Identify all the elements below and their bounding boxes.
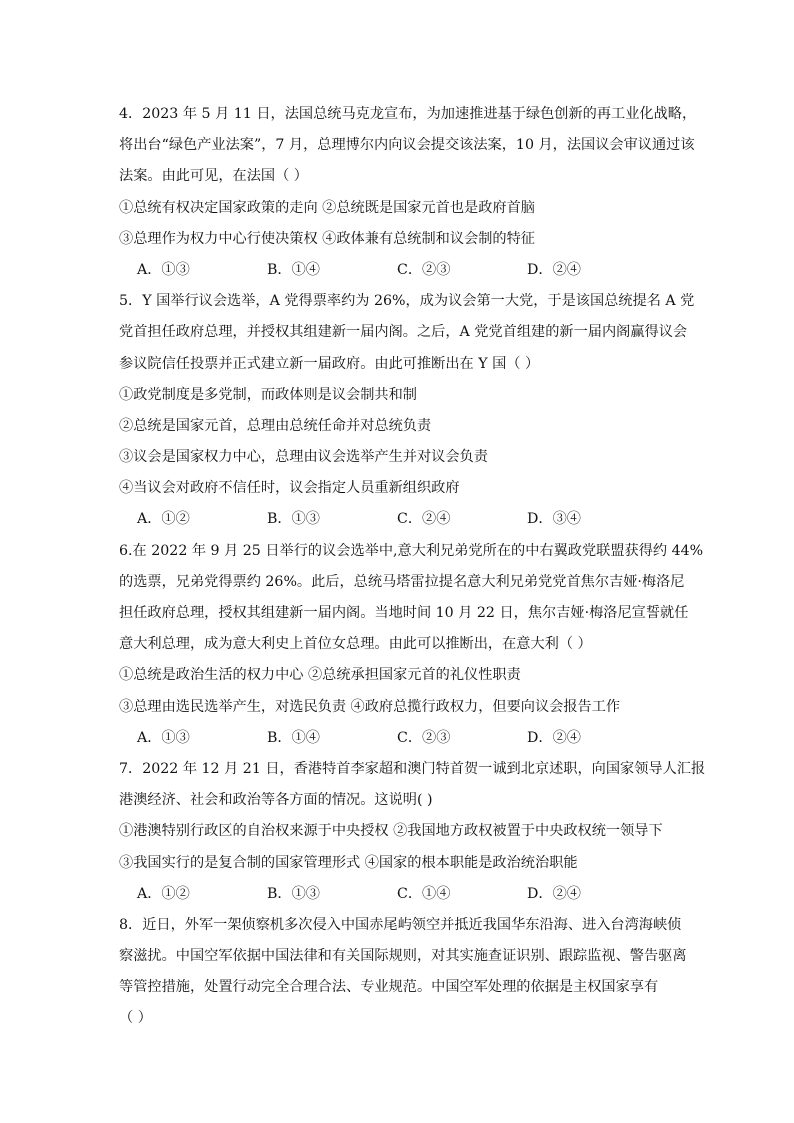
option-a: A．①② bbox=[137, 885, 190, 902]
option-c: C．②③ bbox=[397, 729, 451, 746]
question-6-line-2: 的选票，兄弟党得票约 26%。此后，总统马塔雷拉提名意大利兄弟党党首焦尔吉娅·梅洛尼 bbox=[119, 573, 685, 590]
question-7-options bbox=[119, 879, 679, 910]
question-4-line-3: 法案。由此可见，在法国（ ） bbox=[119, 168, 308, 185]
option-b: B．①④ bbox=[267, 261, 320, 278]
question-5-line-3: 参议院信任投票并正式建立新一届政府。由此可推断出在 Y 国（ ） bbox=[119, 355, 540, 372]
option-d: D．②④ bbox=[527, 261, 581, 278]
exam-page bbox=[119, 99, 706, 1035]
question-7-statements-2: ③我国实行的是复合制的国家管理形式 ④国家的根本职能是政治统治职能 bbox=[119, 854, 578, 871]
question-6-line-3: 担任政府总理，授权其组建新一届内阁。当地时间 10 月 22 日，焦尔吉娅·梅洛尼宣誓就任 bbox=[119, 605, 689, 621]
option-a: A．①③ bbox=[137, 261, 190, 278]
question-4-options bbox=[119, 255, 679, 286]
question-6-line-4: 意大利总理，成为意大利史上首位女总理。由此可以推断出，在意大利（ ） bbox=[119, 636, 592, 653]
option-d: D．③④ bbox=[527, 511, 581, 528]
question-4 bbox=[119, 99, 697, 286]
question-5-line-1: 5．Y 国举行议会选举，A 党得票率约为 26%，成为议会第一大党，于是该国总统提名 A 党 bbox=[119, 293, 695, 310]
option-b: B．①③ bbox=[267, 511, 320, 528]
option-b: B．①④ bbox=[267, 729, 320, 746]
option-c: C．②④ bbox=[397, 511, 451, 528]
question-8 bbox=[119, 910, 687, 1035]
question-6 bbox=[119, 536, 704, 754]
question-7-line-2: 港澳经济、社会和政治等各方面的情况。这说明( ) bbox=[119, 792, 433, 809]
question-5-statement-1: ①政党制度是多党制，而政体则是议会制共和制 bbox=[119, 386, 417, 403]
option-c: C．②③ bbox=[397, 261, 451, 278]
question-8-line-3: 等管控措施，处置行动完全合理合法、专业规范。中国空军处理的依据是主权国家享有 bbox=[119, 979, 659, 996]
question-6-statements-2: ③总理由选民选举产生，对选民负责 ④政府总揽行政权力，但要向议会报告工作 bbox=[119, 698, 621, 715]
question-8-line-2: 察滋扰。中国空军依据中国法律和有关国际规则，对其实施查证识别、跟踪监视、警告驱离 bbox=[119, 948, 687, 965]
question-7 bbox=[119, 754, 706, 910]
question-4-line-1: 4．2023 年 5 月 11 日，法国总统马克龙宣布，为加速推进基于绿色创新的再工业化战略， bbox=[119, 106, 697, 122]
option-b: B．①③ bbox=[267, 885, 320, 902]
option-c: C．①④ bbox=[397, 885, 451, 902]
question-5-options bbox=[119, 504, 679, 535]
question-6-options bbox=[119, 723, 679, 754]
question-6-line-1: 6.在 2022 年 9 月 25 日举行的议会选举中,意大利兄弟党所在的中右翼政党联盟获得约 44% bbox=[119, 542, 704, 559]
question-5-statement-2: ②总统是国家元首，总理由总统任命并对总统负责 bbox=[119, 417, 432, 434]
question-4-line-2: 将出台“绿色产业法案”，7 月，总理博尔内向议会提交该法案，10 月，法国议会审议通过该 bbox=[119, 137, 695, 154]
question-4-statements-2: ③总理作为权力中心行使决策权 ④政体兼有总统制和议会制的特征 bbox=[119, 230, 535, 247]
option-d: D．②④ bbox=[527, 729, 581, 746]
question-5-statement-4: ④当议会对政府不信任时，议会指定人员重新组织政府 bbox=[119, 480, 460, 497]
question-6-statements-1: ①总统是政治生活的权力中心 ②总统承担国家元首的礼仪性职责 bbox=[119, 667, 521, 684]
option-d: D．②④ bbox=[527, 885, 581, 902]
question-8-line-1: 8．近日，外军一架侦察机多次侵入中国赤尾屿领空并抵近我国华东沿海、进入台湾海峡侦 bbox=[119, 916, 682, 933]
option-a: A．①② bbox=[137, 511, 190, 528]
question-5-statement-3: ③议会是国家权力中心，总理由议会选举产生并对议会负责 bbox=[119, 449, 488, 466]
question-4-statements-1: ①总统有权决定国家政策的走向 ②总统既是国家元首也是政府首脑 bbox=[119, 199, 535, 216]
question-5 bbox=[119, 286, 695, 536]
question-5-line-2: 党首担任政府总理，并授权其组建新一届内阁。之后，A 党党首组建的新一届内阁赢得议会 bbox=[119, 324, 688, 341]
option-a: A．①③ bbox=[137, 729, 190, 746]
question-8-line-4: （ ） bbox=[119, 1010, 152, 1027]
question-7-statements-1: ①港澳特别行政区的自治权来源于中央授权 ②我国地方政权被置于中央政权统一领导下 bbox=[119, 823, 663, 840]
question-7-line-1: 7．2022 年 12 月 21 日，香港特首李家超和澳门特首贺一诚到北京述职，向国家领导人汇报 bbox=[119, 760, 706, 777]
